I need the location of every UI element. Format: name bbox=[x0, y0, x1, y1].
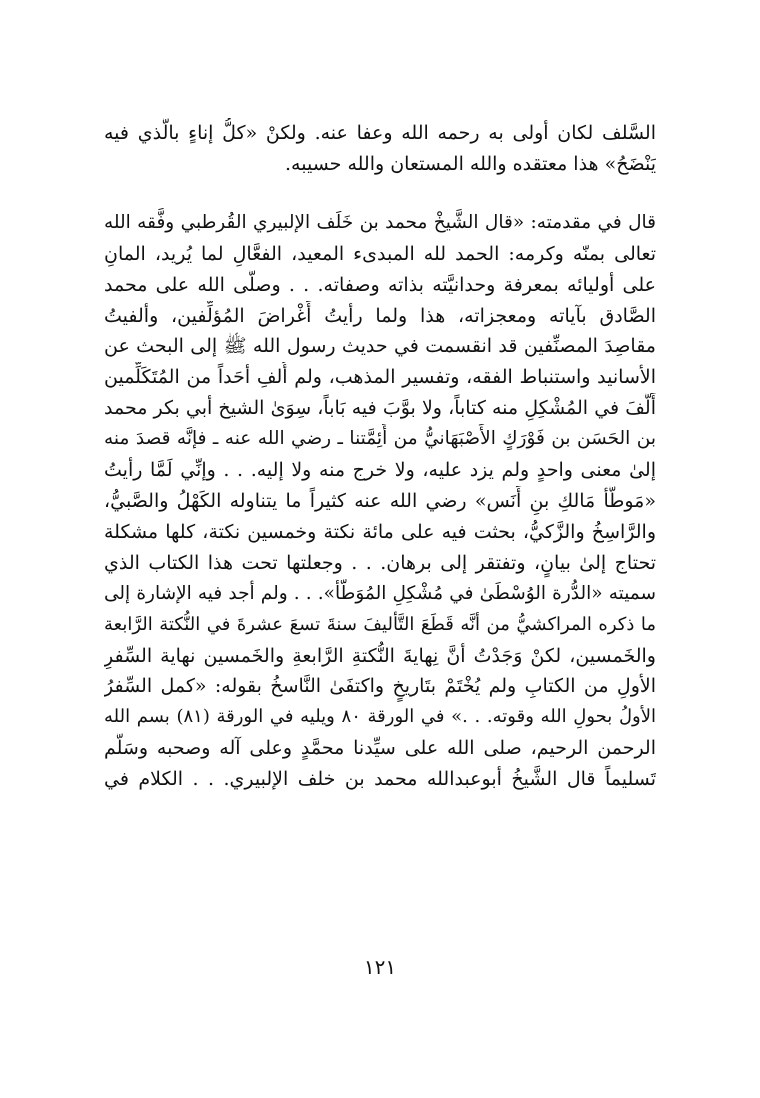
paragraph-gap bbox=[104, 180, 656, 208]
text-line: إلىٰ معنى واحدٍ ولم يزد عليه، ولا خرج منه ولا إليه. . . وإنِّي لَمَّا رأيتُ bbox=[104, 459, 656, 482]
page-body bbox=[104, 118, 656, 795]
text-line: بن الحَسَن بن فَوْرَكٍ الأَصْبَهَانيُّ من أَئِمَّتنا ـ رضي الله عنه ـ فإنَّه قصدَ منه bbox=[104, 428, 656, 450]
text-line: السَّلف لكان أولى به رحمه الله وعفا عنه. ولكنْ «كلُّ إناءٍ بالَّذي فيه bbox=[104, 122, 656, 144]
text-line: مقاصِدَ المصنِّفين قد انقسمت في حديث رسول الله ﷺ إلى البحث عن bbox=[104, 335, 656, 358]
text-line: يَنْضَحُ» هذا معتقده والله المستعان والله حسيبه. bbox=[285, 152, 656, 175]
text-line: الصَّادق بآياته ومعجزاته، هذا ولما رأيتُ أَغْراضَ المُؤلِّفين، وألفيتُ bbox=[104, 304, 656, 327]
text-line: أَلَّفَ في المُشْكِلِ منه كتاباً، ولا بوَّبَ فيه بَاباً، سِوَىٰ الشيخ أبي بكر محمد bbox=[104, 397, 656, 420]
text-line: والخَمسين، لكنْ وَجَدْتُ أنَّ نِهايةَ النُّكتةِ الرَّابعةِ والخَمسين نهاية السِّفرِ bbox=[104, 644, 656, 667]
text-line: سميته «الدُّرة الوُسْطَىٰ في مُشْكِلِ المُوَطَّأ». . . ولم أجد فيه الإشارة إلى bbox=[104, 582, 656, 604]
text-line: الرحمن الرحيم، صلى الله على سيِّدنا محمَّدٍ وعلى آله وصحبه وسَلَّم bbox=[104, 737, 656, 760]
text-line: على أوليائه بمعرفة وحدانيَّته بذاته وصفاته. . . وصلَّى الله على محمد bbox=[104, 273, 656, 296]
text-line: تَسليماً قال الشَّيخُ أبوعبدالله محمد بن خلف الإلبيري. . . الكلام في bbox=[104, 768, 656, 791]
text-line: والرَّاسِخُ والزَّكيُّ، بحثت فيه على مائة نكتة وخمسين نكتة، كلها مشكلة bbox=[104, 520, 656, 543]
text-line: تحتاج إلىٰ بيانٍ، وتفتقر إلى برهان. . . وجعلتها تحت هذا الكتاب الذي bbox=[104, 551, 656, 574]
paragraph-2 bbox=[104, 208, 656, 795]
text-line: الأولِ من الكتابِ ولم يُخْتَمْ بتَاريخٍ واكتفَىٰ النَّاسخُ بقوله: «كمل السِّفرُ bbox=[104, 675, 656, 698]
text-line: تعالى بمنّه وكرمه: الحمد لله المبدىء المعيد، الفعَّالِ لما يُريد، المانِ bbox=[104, 242, 656, 265]
text-line: قال في مقدمته: «قال الشَّيخْ محمد بن خَلَف الإلبيري القُرطبي وفَّقه الله bbox=[104, 211, 656, 233]
paragraph-1 bbox=[104, 118, 656, 180]
page-number: ١٢١ bbox=[363, 955, 397, 979]
text-line: ما ذكره المراكشيُّ من أنَّه قَطَعَ التَّأليفَ سنةَ تسعَ عشرةَ في النُّكتة الرَّابعة bbox=[104, 613, 656, 635]
text-line: الأسانيد واستنباط الفقه، وتفسير المذهب، ولم أُلفِ أحَداً من المُتَكَلِّمين bbox=[104, 366, 656, 389]
text-line: «مَوطَّأ مَالكِ بنِ أَنَس» رضي الله عنه كثيراً ما يتناوله الكَهْلُ والصَّبيُّ، bbox=[104, 489, 656, 512]
text-line: الأولُ بحولِ الله وقوته. . .» في الورقة ٨٠ ويليه في الورقة (٨١) بسم الله bbox=[104, 706, 656, 728]
